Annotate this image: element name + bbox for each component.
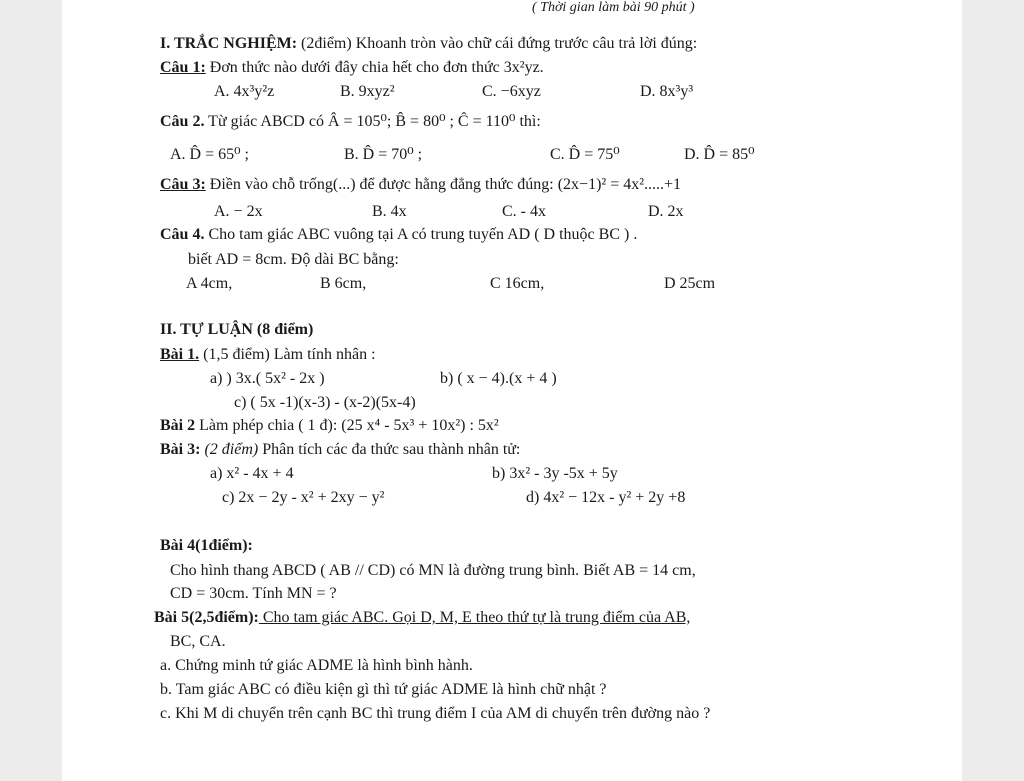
q1-option-c: C. −6xyz bbox=[482, 83, 541, 100]
bai3-label: Bài 3: bbox=[160, 441, 201, 458]
bai1-b: b) ( x − 4).(x + 4 ) bbox=[440, 370, 557, 387]
bai1-stem bbox=[160, 345, 376, 365]
q1-option-b: B. 9xyz² bbox=[340, 83, 395, 100]
q2-text: Từ giác ABCD có Â = 105⁰; B̂ = 80⁰ ; Ĉ = 110⁰ thì: bbox=[208, 113, 541, 130]
q1-option-a: A. 4x³y²z bbox=[214, 83, 275, 100]
q1-option-d: D. 8x³y³ bbox=[640, 83, 694, 100]
bai3-stem bbox=[160, 440, 520, 460]
bai3-text: Phân tích các đa thức sau thành nhân tử: bbox=[262, 441, 521, 458]
bai5-line2: BC, CA. bbox=[170, 633, 226, 650]
q4-option-b: B 6cm, bbox=[320, 275, 367, 292]
bai2-text: Làm phép chia ( 1 đ): (25 x⁴ - 5x³ + 10x²) : 5x² bbox=[199, 417, 499, 434]
q3-option-d: D. 2x bbox=[648, 203, 684, 220]
q1-label: Câu 1: bbox=[160, 59, 206, 76]
q2-option-a: A. D̂ = 65⁰ ; bbox=[170, 146, 249, 163]
bai3-points: (2 điểm) bbox=[204, 441, 259, 458]
bai3-a: a) x² - 4x + 4 bbox=[210, 465, 294, 482]
bai1-label: Bài 1. bbox=[160, 346, 200, 363]
time-note: ( Thời gian làm bài 90 phút ) bbox=[532, 0, 695, 15]
bai5-c: c. Khi M di chuyển trên cạnh BC thì trung điểm I của AM di chuyển trên đường nào ? bbox=[160, 705, 711, 722]
bai3-d: d) 4x² − 12x - y² + 2y +8 bbox=[526, 489, 686, 506]
q2-option-d: D. D̂ = 85⁰ bbox=[684, 146, 755, 163]
bai3-b: b) 3x² - 3y -5x + 5y bbox=[492, 465, 618, 482]
bai5-stem bbox=[154, 608, 690, 628]
bai3-c: c) 2x − 2y - x² + 2xy − y² bbox=[222, 489, 385, 506]
q4-label: Câu 4. bbox=[160, 226, 205, 243]
bai1-c: c) ( 5x -1)(x-3) - (x-2)(5x-4) bbox=[234, 394, 416, 411]
q3-text: Điền vào chỗ trống(...) để được hằng đẳng thức đúng: (2x−1)² = 4x².....+1 bbox=[209, 176, 682, 193]
bai1-a: a) ) 3x.( 5x² - 2x ) bbox=[210, 370, 325, 387]
q1-stem bbox=[160, 58, 544, 78]
q4-option-a: A 4cm, bbox=[186, 275, 233, 292]
q2-option-b: B. D̂ = 70⁰ ; bbox=[344, 146, 423, 163]
q2-option-c: C. D̂ = 75⁰ bbox=[550, 146, 620, 163]
q4-option-d: D 25cm bbox=[664, 275, 716, 292]
bai4-label: Bài 4(1điểm): bbox=[160, 537, 253, 554]
bai1-text: (1,5 điểm) Làm tính nhân : bbox=[203, 346, 376, 363]
q4-text2: biết AD = 8cm. Độ dài BC bằng: bbox=[188, 251, 399, 268]
part1-heading bbox=[160, 34, 697, 54]
q3-option-a: A. − 2x bbox=[214, 203, 263, 220]
q2-label: Câu 2. bbox=[160, 113, 205, 130]
part2-title: II. TỰ LUẬN (8 điểm) bbox=[160, 321, 314, 338]
q3-option-b: B. 4x bbox=[372, 203, 407, 220]
q3-stem bbox=[160, 175, 681, 195]
part1-instructions: (2điểm) Khoanh tròn vào chữ cái đứng trước câu trả lời đúng: bbox=[301, 35, 698, 52]
q3-label: Câu 3: bbox=[160, 176, 206, 193]
q2-stem bbox=[160, 112, 541, 132]
part1-title: I. TRẮC NGHIỆM: bbox=[160, 35, 298, 52]
q4-option-c: C 16cm, bbox=[490, 275, 545, 292]
bai4-line1: Cho hình thang ABCD ( AB // CD) có MN là đường trung bình. Biết AB = 14 cm, bbox=[170, 562, 696, 579]
bai2-stem bbox=[160, 416, 499, 436]
q1-text: Đơn thức nào dưới đây chia hết cho đơn thức 3x²yz. bbox=[209, 59, 544, 76]
bai5-label: Bài 5(2,5điểm): bbox=[154, 609, 259, 626]
q4-stem bbox=[160, 225, 637, 245]
bai5-line1: Cho tam giác ABC. Gọi D, M, E theo thứ tự là trung điểm của AB, bbox=[258, 609, 691, 626]
bai5-a: a. Chứng minh tứ giác ADME là hình bình hành. bbox=[160, 657, 473, 674]
exam-sheet bbox=[62, 0, 962, 781]
bai2-label: Bài 2 bbox=[160, 417, 196, 434]
q3-option-c: C. - 4x bbox=[502, 203, 546, 220]
bai4-line2: CD = 30cm. Tính MN = ? bbox=[170, 585, 337, 602]
q4-text: Cho tam giác ABC vuông tại A có trung tuyến AD ( D thuộc BC ) . bbox=[208, 226, 638, 243]
bai5-b: b. Tam giác ABC có điều kiện gì thì tứ giác ADME là hình chữ nhật ? bbox=[160, 681, 607, 698]
